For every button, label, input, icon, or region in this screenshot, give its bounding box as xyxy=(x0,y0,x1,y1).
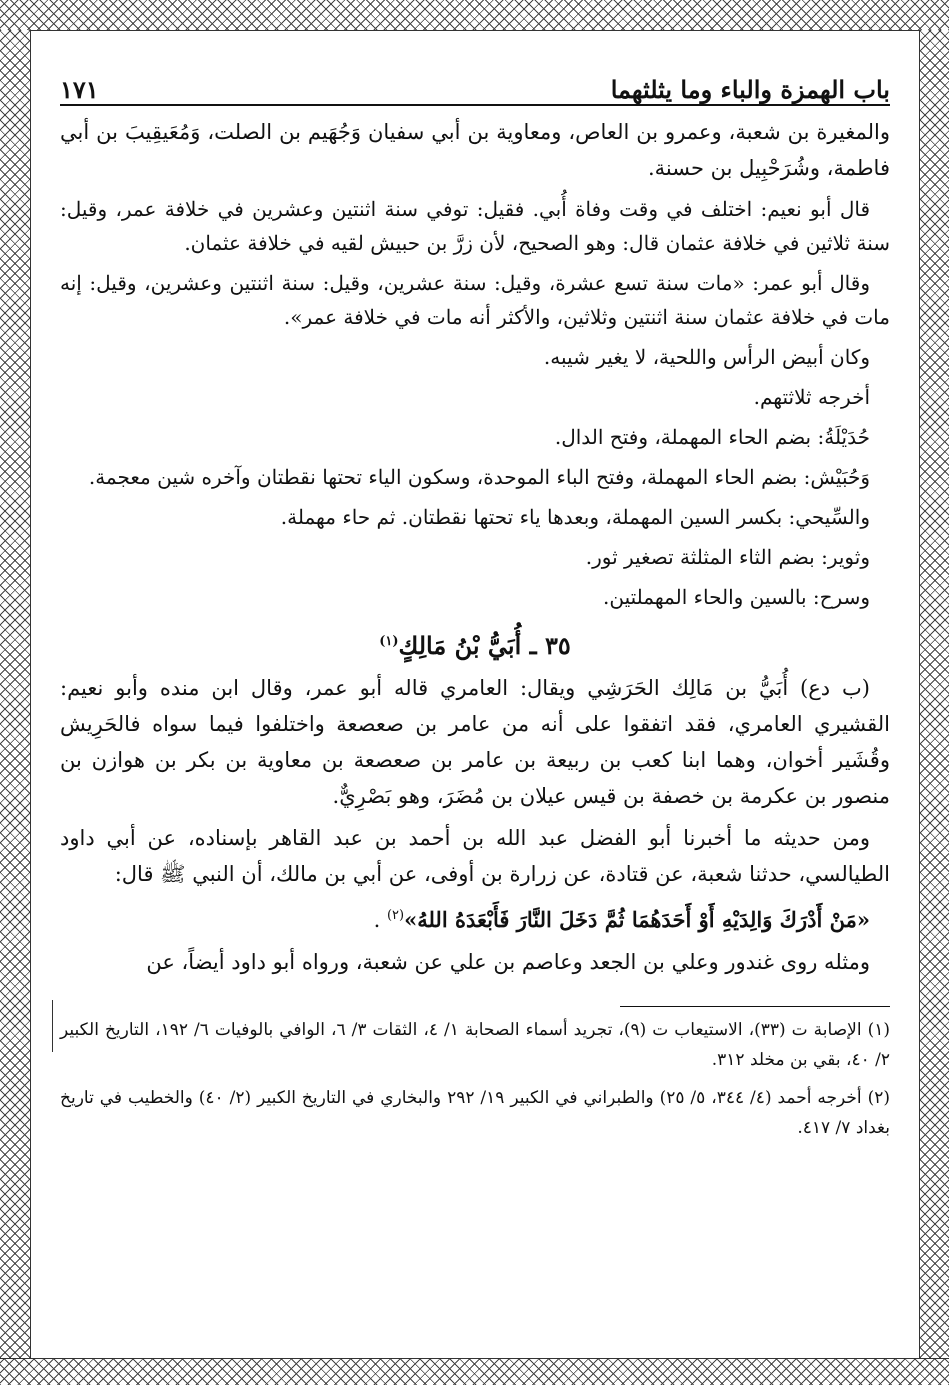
entry-heading-text: ٣٥ ـ أُبَيُّ بْنُ مَالِكٍ xyxy=(398,631,571,660)
paragraph-7: وَحُبَيْش: بضم الحاء المهملة، وفتح الباء الموحدة، وسكون الياء تحتها نقطتان وآخره شين معجمة. xyxy=(88,465,870,489)
hadith-line: «مَنْ أَدْرَكَ وَالِدَيْهِ أَوْ أَحَدَهُمَا ثُمَّ دَخَلَ النَّارَ فَأَبْعَدَهُ اللهُ»$^{(٢)}$ . xyxy=(373,907,870,932)
header-title: باب الهمزة والباء وما يثلثهما xyxy=(610,75,890,104)
ornamental-border-right xyxy=(919,30,949,1358)
ornamental-border-left xyxy=(0,30,31,1358)
paragraph-9: وثوير: بضم الثاء المثلثة تصغير ثور. xyxy=(585,545,870,569)
paragraph-5: أخرجه ثلاثتهم. xyxy=(753,385,870,409)
page-content xyxy=(60,60,890,1151)
paragraph-12: ومن حديثه ما أخبرنا أبو الفضل عبد الله بن أحمد بن عبد القاهر بإسناده، عن أبي داود الطيالسي، حدثنا شعبة، عن قتادة، عن زرارة بن أوفى، عن أبي بن مالك، أن النبي ﷺ قال: xyxy=(60,826,890,886)
footnote-2: (٢) أخرجه أحمد (٤/ ٣٤٤، ٥/ ٢٥) والطبراني في الكبير ١٩/ ٢٩٢ والبخاري في التاريخ الكبير (٢/ ٤٠) والخطيب في تاريخ بغداد ٧/ ٤١٧. xyxy=(60,1088,891,1138)
margin-line xyxy=(52,1000,53,1052)
paragraph-13: ومثله روى غندور وعلي بن الجعد وعاصم بن علي عن شعبة، ورواه أبو داود أيضاً، عن xyxy=(146,950,870,974)
entry-heading-note: (١) xyxy=(379,634,399,649)
footnote-1: (١) الإصابة ت (٣٣)، الاستيعاب ت (٩)، تجريد أسماء الصحابة ١/ ٤، الثقات ٣/ ٦، الوافي بالوفيات ٦/ ١٩٢، التاريخ الكبير ٢/ ٤٠، بقي بن مخلد ٣١٢. xyxy=(60,1020,890,1070)
running-header xyxy=(60,60,890,106)
paragraph-8: والسِّيحي: بكسر السين المهملة، وبعدها ياء تحتها نقطتان. ثم حاء مهملة. xyxy=(280,505,870,529)
paragraph-6: حُدَيْلَةُ: بضم الحاء المهملة، وفتح الدال. xyxy=(554,425,870,449)
hadith-text: «مَنْ أَدْرَكَ وَالِدَيْهِ أَوْ أَحَدَهُمَا ثُمَّ دَخَلَ النَّارَ فَأَبْعَدَهُ اللهُ» xyxy=(404,907,870,932)
ornamental-border-bottom xyxy=(0,1358,949,1385)
paragraph-4: وكان أبيض الرأس واللحية، لا يغير شيبه. xyxy=(543,345,870,369)
footnote-divider xyxy=(620,1006,890,1007)
hadith-note: (٢) xyxy=(386,908,405,923)
ornamental-border-top xyxy=(0,0,949,31)
page-number: ١٧١ xyxy=(60,75,99,104)
paragraph-1: والمغيرة بن شعبة، وعمرو بن العاص، ومعاوية بن أبي سفيان وَجُهَيم بن الصلت، وَمُعَيقِيبَ بن أبي فاطمة، وشُرَحْبِيل بن حسنة. xyxy=(60,120,890,180)
paragraph-2: قال أبو نعيم: اختلف في وقت وفاة أُبي. فقيل: توفي سنة اثنتين وعشرين في خلافة عمر، وقيل: سنة ثلاثين في خلافة عثمان قال: وهو الصحيح، لأن زرَّ بن حبيش لقيه في خلافة عثمان. xyxy=(60,197,890,255)
entry-heading xyxy=(60,620,890,668)
paragraph-11: (ب دع) أُبَيُّ بن مَالِك الحَرَشِي ويقال: العامري قاله أبو عمر، وقال ابن منده وأبو نعيم: القشيري العامري، فقد اتفقوا على أنه من عامر بن صعصعة واختلفوا فيما سواه فالحَرِيش وقُشَير أخوان، وهما ابنا كعب بن ربيعة بن عامر بن صعصعة بن معاوية بن بكر بن هوازن بن منصور بن عكرمة بن خصفة بن قيس عيلان بن مُضَرَ، وهو بَصْرِيٌّ. xyxy=(60,676,890,808)
paragraph-10: وسرح: بالسين والحاء المهملتين. xyxy=(602,585,870,609)
paragraph-3: وقال أبو عمر: «مات سنة تسع عشرة، وقيل: سنة عشرين، وقيل: سنة اثنتين وعشرين، وقيل: إنه مات في خلافة عثمان سنة اثنتين وثلاثين، والأكثر أنه مات في خلافة عمر». xyxy=(60,271,890,329)
